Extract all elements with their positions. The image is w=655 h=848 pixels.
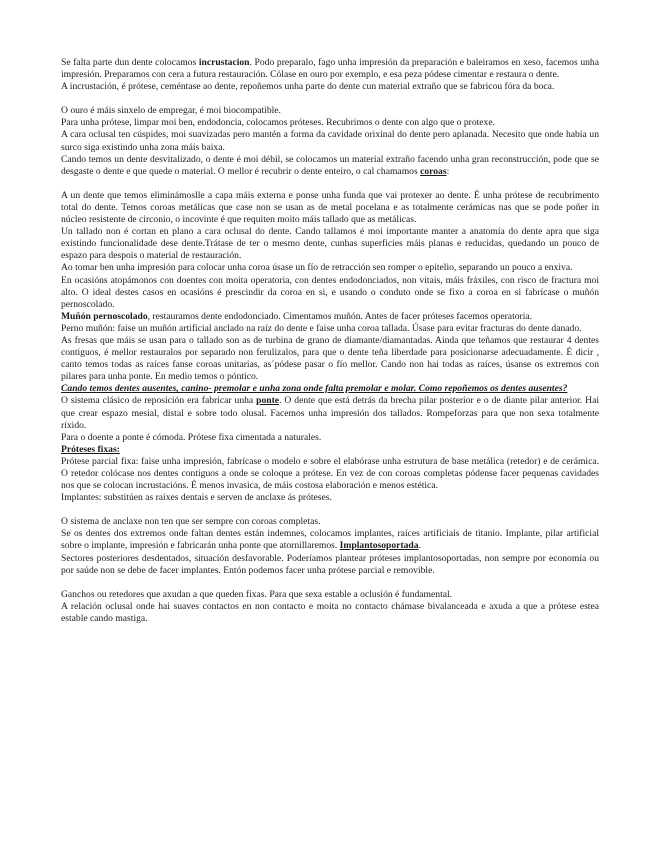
paragraph [61, 226, 599, 262]
emphasized-text: Próteses fixas: [61, 443, 120, 455]
paragraph [61, 57, 599, 81]
text-run: Sectores posteriores desdentados, situación desfavorable. Poderíamos plantear próteses implantosoportadas, non sempre por economía ou por saúde non se debe de facer implantes. Entón podemos facer unha prótese parcial e removible. [61, 552, 599, 576]
text-run: Ao tomar ben unha impresión para colocar unha coroa úsase un fío de retracción sen romper o epitelio, separando un pouco a enxiva. [61, 262, 573, 274]
paragraph-spacer [61, 178, 599, 190]
paragraph-spacer [61, 577, 599, 589]
paragraph [61, 395, 599, 431]
paragraph [61, 456, 599, 492]
paragraph [61, 105, 599, 117]
paragraph [61, 190, 599, 226]
text-run: Ganchos ou retedores que axudan a que queden fixas. Para que sexa estable a oclusión é fundamental. [61, 588, 453, 600]
paragraph [61, 262, 599, 274]
emphasized-text: ponte [256, 395, 280, 407]
text-run: . [418, 540, 421, 552]
paragraph [61, 444, 599, 456]
text-run: O sistema clásico de reposición era fabricar unha [61, 395, 257, 407]
paragraph [61, 553, 599, 577]
paragraph [61, 516, 599, 528]
text-run: : [446, 165, 450, 177]
emphasized-text: coroas [420, 165, 447, 177]
paragraph [61, 589, 599, 601]
paragraph [61, 154, 599, 178]
text-run: Para o doente a ponte é cómoda. Prótese fixa cimentada a naturales. [61, 431, 322, 443]
text-run: Se falta parte dun dente colocamos [61, 57, 199, 68]
text-run: A cara oclusal ten cúspides, moi suavizadas pero mantén a forma da cavidade orixinal do dente pero aplanada. Necesito que onde había un surco siga existindo unha zona máis baixa. [61, 129, 599, 153]
text-run: Para unha prótese, limpar moi ben, endodoncia, colocamos próteses. Recubrimos o dente con algo que o protexe. [61, 117, 495, 129]
paragraph [61, 323, 599, 335]
paragraph [61, 383, 599, 395]
text-run: Se os dentes dos extremos onde faltan dentes están indemnes, colocamos implantes, raíces artificiais de titanio. Implante, pilar artificial sobre o implante, impresión e fabricarán unha ponte que atornillaremos. [61, 528, 599, 552]
paragraph-spacer [61, 93, 599, 105]
paragraph [61, 432, 599, 444]
paragraph [61, 129, 599, 153]
document-body [61, 57, 599, 625]
text-run: Un tallado non é cortan en plano a cara oclusal do dente. Cando tallamos é moi importante manter a anatomía do dente apra que siga existindo funcionalidade dese dente.Trátase de ter o mesmo dente, cunhas superficies máis planas e reducidas, quedando un pouco de espazo para despois o material de restauración. [61, 226, 599, 262]
paragraph [61, 528, 599, 552]
text-run: A incrustación, é prótese, ceméntase ao dente, repoñemos unha parte do dente cun material extraño que se fabricou fóra da boca. [61, 81, 555, 93]
paragraph [61, 601, 599, 625]
text-run: O ouro é máis sinxelo de empregar, é moi biocompatible. [61, 105, 281, 117]
paragraph [61, 275, 599, 311]
paragraph [61, 81, 599, 93]
text-run: . O dente que está detrás da brecha pilar posterior e o de diante pilar anterior. Hai que crear espazo mesial, distal e sobre todo olusal. Facemos unha impresión dos tallados. Rompeforzas para que non sexa totalmente ríxido. [61, 395, 600, 431]
text-run: O sistema de anclaxe non ten que ser sempre con coroas completas. [61, 516, 321, 528]
text-run: Perno muñón: faise un muñón artificial anclado na raíz do dente e faise unha coroa tallada. Úsase para evitar fracturas do dente danado. [61, 322, 582, 334]
text-run: Implantes: substitúen as raíxes dentais e serven de anclaxe ás próteses. [61, 492, 332, 504]
paragraph [61, 335, 599, 383]
text-run: A un dente que temos eliminámoslle a capa máis externa e ponse unha funda que vai protexer ao dente. É unha prótese de recubrimento total do dente. Temos coroas metálicas que case non se usan as de metal pocelana e as totalmente cerámicas nas que se pode poñer in núcleo resistente de circonio, o incovinte é que requiten moito máis tallado que as metálicas. [61, 189, 599, 226]
text-run: Prótese parcial fixa: faise unha impresión, fabrícase o modelo e sobre el elabórase unha estrutura de base metálica (retedor) e de cerámica. O retedor colócase nos dentes contiguos a onde se coloque a prótese. En vez de con coroas completas pódense facer pequenas cavidades nos que se colocan incrustacións. É menos invasica, de máis costosa elaboración e menos estética. [61, 455, 599, 492]
text-run: , restauramos dente endodonciado. Cimentamos muñón. Antes de facer próteses facemos operatoria. [147, 310, 533, 322]
paragraph [61, 492, 599, 504]
paragraph [61, 311, 599, 323]
paragraph-spacer [61, 504, 599, 516]
text-run: . Podo preparalo, fago unha impresión da preparación e baleiramos en xeso, facemos unha impresión. Preparamos con cera a futura restauración. Cólase en ouro por exemplo, e esa peza pódese cimentar e restaura o dente. [61, 57, 599, 81]
emphasized-text: Muñón pernoscolado [61, 310, 148, 322]
text-run: Cando temos un dente desvitalizado, o dente é moi débil, se colocamos un material extraño facendo unha gran reconstrucción, pode que se desgaste o dente e que quede o material. O mellor é recubrir o dente enteiro, o cal chamamos [61, 153, 599, 177]
text-run: En ocasións atopámonos con doentes con moita operatoria, con dentes endodonciados, non vitais, máis fráxiles, con risco de fractura moi alto. O ideal destes casos en ocasións é prescindir da coroa en si, e usando o conduto onde se fixo a coroa en si fabrícase o muñón pernoscolado. [61, 274, 599, 310]
text-run: A relación oclusal onde hai suaves contactos en non contacto e moita no contacto chámase bivalanceada e axuda a que a prótese estea estable cando mastiga. [61, 600, 599, 624]
emphasized-text: Cando temos dentes ausentes, canino- premolar e unha zona onde falta premolar e molar. Como repoñemos os dentes ausentes? [61, 383, 568, 395]
paragraph [61, 117, 599, 129]
emphasized-text: Implantosoportada [339, 540, 419, 552]
emphasized-text: incrustacion [198, 57, 250, 68]
text-run: As fresas que máis se usan para o tallado son as de turbina de grano de diamante/diamantadas. Ainda que teñamos que restaurar 4 dentes contiguos, é mellor restauralos por separado non ferulizalos, para que o dente teña liberdade para posicionarse adecuadamente. É dicir , canto temos todas as raíces fanse coroas unitarias, as´pódese pasar o fío mellor. Cando non hai todas as raíces, úsanse os extremos con pilares para unha ponte. En medio temos o póntico. [61, 334, 599, 383]
